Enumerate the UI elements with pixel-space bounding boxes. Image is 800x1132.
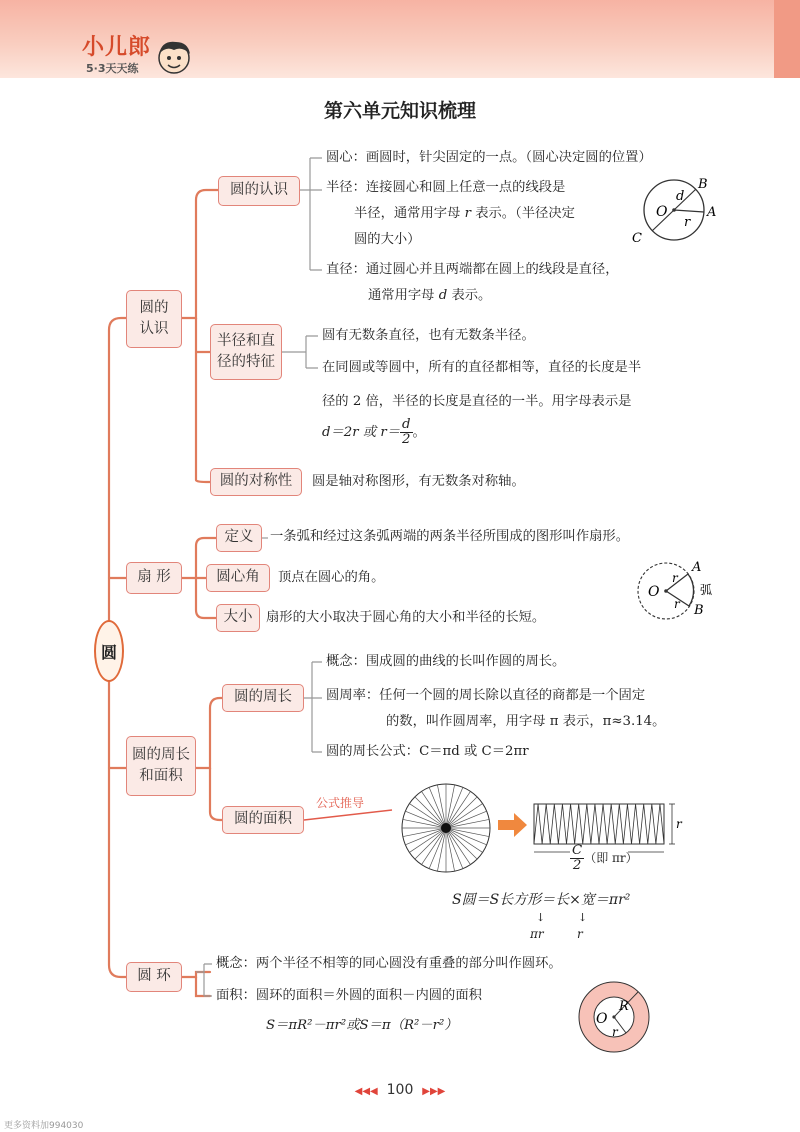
brand-sub: 5·3天天练 xyxy=(86,62,139,75)
area-formula: S圆＝S长方形＝长×宽＝πr² xyxy=(452,892,631,908)
fig1-label-A: A xyxy=(707,205,717,220)
formula-part-a: d＝2r 或 r＝ xyxy=(322,424,401,440)
under-label-2: r xyxy=(577,927,583,941)
rect-side-label: r xyxy=(676,817,682,831)
sec3-n2-node: 圆的面积 xyxy=(222,806,304,834)
fig2-label-B: B xyxy=(694,603,704,618)
features-line-3: 径的 2 倍，半径的长度是直径的一半。用字母表示是 xyxy=(322,394,632,409)
annulus-concept: 概念：两个半径不相等的同心圆没有重叠的部分叫作圆环。 xyxy=(216,956,562,971)
features-line-1: 圆有无数条直径，也有无数条半径。 xyxy=(322,328,535,343)
central-angle-text: 顶点在圆心的角。 xyxy=(278,570,385,585)
sector-definition: 一条弧和经过这条弧两端的两条半径所围成的图形叫作扇形。 xyxy=(270,529,630,544)
fig3-label-R: R xyxy=(619,999,629,1014)
radius-text-2b: 表示。（半径决定 xyxy=(470,206,575,221)
diameter-var: d xyxy=(438,288,448,303)
radius-text-3: 圆的大小） xyxy=(354,232,421,247)
formula-end: 。 xyxy=(412,424,426,440)
formula-num: d xyxy=(402,417,411,432)
fig2-label-arc: 弧 xyxy=(700,583,713,597)
symmetry-text: 圆是轴对称图形，有无数条对称轴。 xyxy=(312,474,525,489)
sec3-n1-node: 圆的周长 xyxy=(222,684,304,712)
radius-text-2a: 半径，通常用字母 xyxy=(354,206,465,221)
derivation-label: 公式推导 xyxy=(316,796,365,810)
sec1-n2-node xyxy=(210,324,282,380)
sec1-n2-label: 半径和直径的特征 xyxy=(217,332,275,370)
radius-text-2 xyxy=(354,204,575,223)
formula-den: 2 xyxy=(402,431,411,447)
features-line-2: 在同圆或等圆中，所有的直径都相等，直径的长度是半 xyxy=(322,360,642,375)
rect-note: （即 πr） xyxy=(584,850,638,865)
circumference-concept: 概念：围成圆的曲线的长叫作圆的周长。 xyxy=(326,654,566,669)
annulus-formula: S＝πR²－πr²或S＝π（R²－r²） xyxy=(266,1018,458,1033)
sec2-n3-node: 大小 xyxy=(216,604,260,632)
brand-logo: 小儿郎 xyxy=(82,35,152,60)
circumference-formula: 圆的周长公式：C＝πd 或 C＝2πr xyxy=(326,744,529,759)
arrow-right-icon xyxy=(498,812,528,838)
sec2-node: 扇 形 xyxy=(126,562,182,594)
sec2-n2-node: 圆心角 xyxy=(206,564,270,592)
diameter-text-2b: 表示。 xyxy=(447,288,492,303)
sec3-node xyxy=(126,736,196,796)
fig1-label-O: O xyxy=(656,204,668,220)
annulus-area: 面积：圆环的面积＝外圆的面积－内圆的面积 xyxy=(216,988,482,1003)
pi-text-2: 的数，叫作圆周率，用字母 π 表示，π≈3.14。 xyxy=(386,714,666,729)
center-text: 圆心：画圆时，针尖固定的一点。（圆心决定圆的位置） xyxy=(326,150,652,165)
annulus-diagram xyxy=(574,980,654,1054)
fig1-label-B: B xyxy=(698,177,708,192)
sec1-n1-node: 圆的认识 xyxy=(218,176,300,206)
page-number: 100 xyxy=(386,1082,414,1098)
fig3-label-r: r xyxy=(612,1025,618,1039)
sector-diagram xyxy=(634,558,726,622)
sector-size-text: 扇形的大小取决于圆心角的大小和半径的长短。 xyxy=(266,610,546,625)
rect-frac-den: 2 xyxy=(572,857,582,873)
diameter-text-1: 直径：通过圆心并且两端都在圆上的线段是直径， xyxy=(326,262,619,277)
pi-text-1: 圆周率：任何一个圆的周长除以直径的商都是一个固定 xyxy=(326,688,646,703)
sec4-node: 圆 环 xyxy=(126,962,182,992)
sec2-n1-node: 定义 xyxy=(216,524,262,552)
fig1-label-r: r xyxy=(684,215,691,230)
root-node: 圆 xyxy=(94,620,124,682)
rect-frac-num: C xyxy=(572,843,583,858)
page-number-bar xyxy=(0,1082,800,1098)
radius-var: r xyxy=(464,206,471,221)
down-arrow-1-icon: ↓ xyxy=(536,911,546,924)
fig3-label-O: O xyxy=(596,1011,608,1027)
sec3-label: 圆的周长和面积 xyxy=(132,746,190,784)
rect-bottom-label xyxy=(570,844,638,873)
sector-circle-diagram xyxy=(400,782,492,874)
radius-text-1: 半径：连接圆心和圆上任意一点的线段是 xyxy=(326,180,566,195)
fig1-label-C: C xyxy=(632,231,642,246)
fig2-label-O: O xyxy=(648,584,660,600)
diameter-text-2 xyxy=(368,286,491,305)
sec1-label: 圆的认识 xyxy=(139,299,169,337)
fig2-label-r2: r xyxy=(674,597,680,611)
fig2-label-A: A xyxy=(692,560,702,575)
under-label-1: πr xyxy=(530,927,544,941)
down-arrow-2-icon: ↓ xyxy=(578,911,588,924)
page-title: 第六单元知识梳理 xyxy=(323,100,476,122)
rect-frac xyxy=(570,844,584,873)
page-prev-arrows-icon: ◀◀◀ xyxy=(354,1086,378,1097)
circle-diagram xyxy=(628,176,720,246)
diameter-text-2a: 通常用字母 xyxy=(368,288,439,303)
footer-note: 更多资料加994030 xyxy=(4,1121,84,1131)
page-next-arrows-icon: ▶▶▶ xyxy=(422,1086,446,1097)
sec1-node xyxy=(126,290,182,348)
sec1-n3-node: 圆的对称性 xyxy=(210,468,302,496)
features-formula xyxy=(322,418,426,447)
fig2-label-r1: r xyxy=(672,571,678,585)
formula-fraction xyxy=(400,418,413,447)
fig1-label-d: d xyxy=(676,189,685,204)
